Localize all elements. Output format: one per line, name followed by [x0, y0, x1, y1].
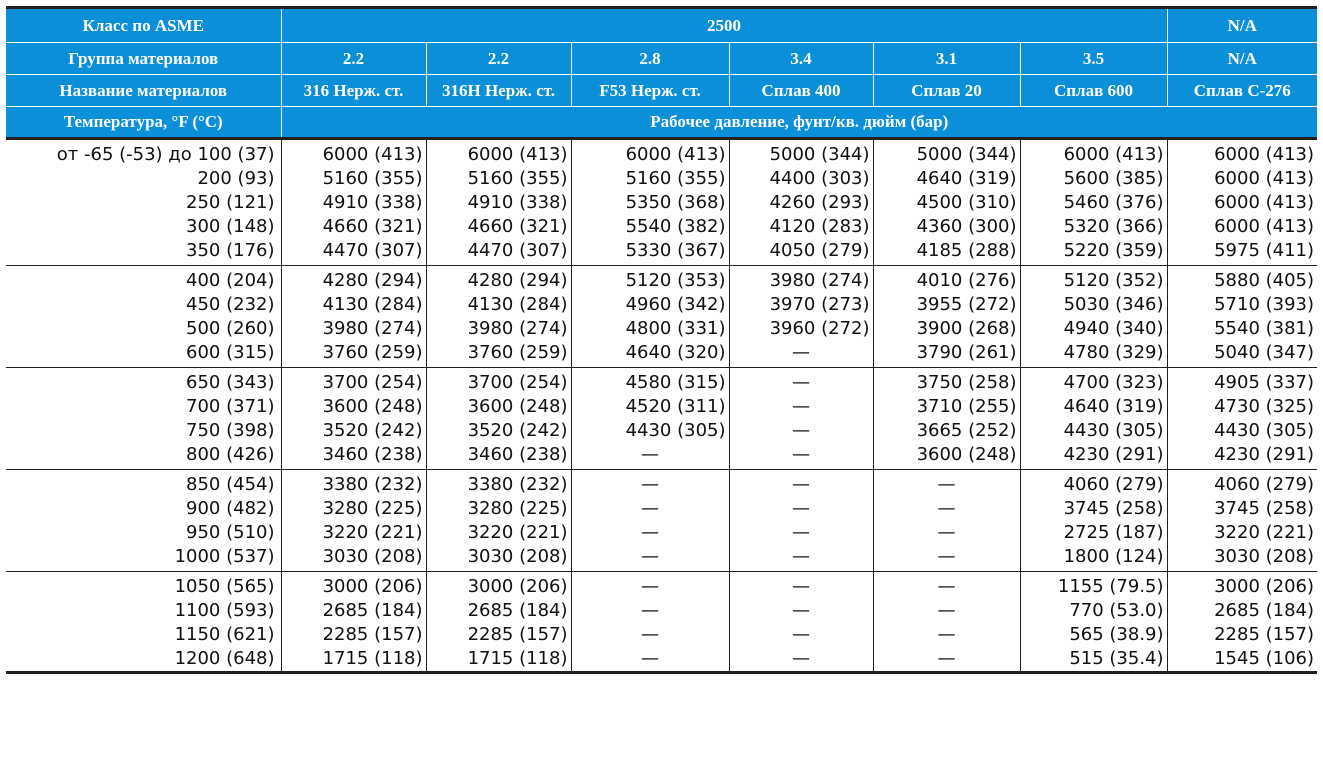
- pressure-value-cell: 5600 (385): [1020, 167, 1167, 191]
- pressure-value-cell: 3520 (242): [281, 419, 426, 443]
- material-name-cell: Сплав 600: [1020, 75, 1167, 107]
- material-group-cell: 2.2: [281, 43, 426, 75]
- material-group-cell: 2.2: [426, 43, 571, 75]
- pressure-value-cell: 3520 (242): [426, 419, 571, 443]
- table-row: [6, 599, 1317, 623]
- table-row: [6, 497, 1317, 521]
- table-row: [6, 395, 1317, 419]
- pressure-value-cell: 4910 (338): [426, 191, 571, 215]
- pressure-value-cell: 4640 (320): [571, 341, 729, 368]
- table-row: [6, 215, 1317, 239]
- pressure-value-cell: 3745 (258): [1020, 497, 1167, 521]
- pressure-value-cell: 4940 (340): [1020, 317, 1167, 341]
- pressure-value-cell: 4800 (331): [571, 317, 729, 341]
- temperature-cell: 750 (398): [186, 420, 275, 441]
- pressure-value-cell: —: [873, 572, 1020, 600]
- pressure-value-cell: 770 (53.0): [1020, 599, 1167, 623]
- pressure-value-cell: 4050 (279): [729, 239, 873, 266]
- pressure-value-cell: —: [571, 572, 729, 600]
- pressure-value-cell: 3220 (221): [1167, 521, 1317, 545]
- pressure-value-cell: 4910 (338): [281, 191, 426, 215]
- pressure-value-cell: 6000 (413): [1167, 139, 1317, 168]
- pressure-value-cell: 1715 (118): [281, 647, 426, 673]
- pressure-value-cell: —: [873, 470, 1020, 498]
- pressure-value-cell: 4400 (303): [729, 167, 873, 191]
- material-group-cell: 3.5: [1020, 43, 1167, 75]
- pressure-value-cell: 3380 (232): [426, 470, 571, 498]
- pressure-value-cell: —: [873, 545, 1020, 572]
- material-name-cell: F53 Нерж. ст.: [571, 75, 729, 107]
- temperature-cell: 850 (454): [186, 474, 275, 495]
- pressure-value-cell: 5120 (352): [1020, 266, 1167, 294]
- pressure-value-cell: 3750 (258): [873, 368, 1020, 396]
- table-row: [6, 191, 1317, 215]
- pressure-value-cell: 4660 (321): [426, 215, 571, 239]
- pressure-value-cell: 3460 (238): [426, 443, 571, 470]
- pressure-value-cell: 5540 (381): [1167, 317, 1317, 341]
- pressure-value-cell: —: [729, 368, 873, 396]
- pressure-value-cell: —: [729, 599, 873, 623]
- header-row-temperature: [6, 107, 1317, 139]
- pressure-value-cell: 4905 (337): [1167, 368, 1317, 396]
- pressure-value-cell: 3280 (225): [426, 497, 571, 521]
- pressure-value-cell: 4280 (294): [281, 266, 426, 294]
- pressure-value-cell: 4660 (321): [281, 215, 426, 239]
- pressure-value-cell: 5460 (376): [1020, 191, 1167, 215]
- pressure-value-cell: 5330 (367): [571, 239, 729, 266]
- pressure-value-cell: 3380 (232): [281, 470, 426, 498]
- pressure-value-cell: 1545 (106): [1167, 647, 1317, 673]
- pressure-value-cell: 3000 (206): [281, 572, 426, 600]
- pressure-value-cell: 5160 (355): [571, 167, 729, 191]
- pressure-value-cell: —: [873, 599, 1020, 623]
- material-name-label: Название материалов: [6, 75, 281, 107]
- pressure-value-cell: 4230 (291): [1020, 443, 1167, 470]
- pressure-value-cell: 3000 (206): [426, 572, 571, 600]
- table-row: [6, 419, 1317, 443]
- table-row: [6, 368, 1317, 396]
- temperature-cell: от -65 (-53) до 100 (37): [56, 144, 275, 165]
- table-row: [6, 647, 1317, 673]
- pressure-value-cell: 4640 (319): [1020, 395, 1167, 419]
- temperature-cell: 1000 (537): [6, 545, 281, 572]
- pressure-value-cell: 3745 (258): [1167, 497, 1317, 521]
- material-group-label: Группа материалов: [6, 43, 281, 75]
- pressure-value-cell: —: [729, 545, 873, 572]
- table-row: [6, 470, 1317, 498]
- pressure-value-cell: 4130 (284): [426, 293, 571, 317]
- pressure-value-cell: 4640 (319): [873, 167, 1020, 191]
- pressure-value-cell: 4120 (283): [729, 215, 873, 239]
- table-row: [6, 317, 1317, 341]
- pressure-value-cell: 2685 (184): [426, 599, 571, 623]
- pressure-value-cell: —: [571, 647, 729, 673]
- pressure-value-cell: —: [571, 521, 729, 545]
- pressure-value-cell: 3955 (272): [873, 293, 1020, 317]
- pressure-value-cell: 3665 (252): [873, 419, 1020, 443]
- pressure-rating-table: [6, 6, 1317, 674]
- pressure-value-cell: 5040 (347): [1167, 341, 1317, 368]
- pressure-value-cell: 5710 (393): [1167, 293, 1317, 317]
- pressure-value-cell: 4430 (305): [1167, 419, 1317, 443]
- pressure-value-cell: 4960 (342): [571, 293, 729, 317]
- pressure-value-cell: 4010 (276): [873, 266, 1020, 294]
- pressure-value-cell: 3700 (254): [281, 368, 426, 396]
- pressure-value-cell: —: [729, 521, 873, 545]
- working-pressure-label: Рабочее давление, фунт/кв. дюйм (бар): [281, 107, 1317, 139]
- pressure-value-cell: —: [729, 395, 873, 419]
- asme-class-na: N/A: [1167, 8, 1317, 43]
- pressure-value-cell: 4185 (288): [873, 239, 1020, 266]
- pressure-value-cell: 5120 (353): [571, 266, 729, 294]
- temperature-cell: 600 (315): [6, 341, 281, 368]
- pressure-value-cell: 565 (38.9): [1020, 623, 1167, 647]
- pressure-value-cell: 5540 (382): [571, 215, 729, 239]
- pressure-value-cell: 3000 (206): [1167, 572, 1317, 600]
- temperature-cell: 800 (426): [6, 443, 281, 470]
- temperature-cell: 900 (482): [186, 498, 275, 519]
- pressure-value-cell: 4360 (300): [873, 215, 1020, 239]
- pressure-value-cell: 4260 (293): [729, 191, 873, 215]
- pressure-value-cell: 5320 (366): [1020, 215, 1167, 239]
- pressure-value-cell: 4060 (279): [1167, 470, 1317, 498]
- pressure-value-cell: —: [571, 443, 729, 470]
- pressure-value-cell: 1715 (118): [426, 647, 571, 673]
- pressure-value-cell: —: [873, 623, 1020, 647]
- table-row: [6, 266, 1317, 294]
- pressure-value-cell: 4060 (279): [1020, 470, 1167, 498]
- pressure-value-cell: 5975 (411): [1167, 239, 1317, 266]
- table-row: [6, 545, 1317, 572]
- pressure-value-cell: 3980 (274): [281, 317, 426, 341]
- header-row-material-group: [6, 43, 1317, 75]
- temperature-cell: 1050 (565): [174, 576, 275, 597]
- pressure-value-cell: 6000 (413): [1167, 191, 1317, 215]
- pressure-value-cell: 2285 (157): [281, 623, 426, 647]
- table-row: [6, 623, 1317, 647]
- material-name-cell: Сплав 400: [729, 75, 873, 107]
- material-name-cell: 316 Нерж. ст.: [281, 75, 426, 107]
- header-row-asme-class: [6, 8, 1317, 43]
- pressure-value-cell: 4230 (291): [1167, 443, 1317, 470]
- pressure-value-cell: —: [571, 497, 729, 521]
- pressure-value-cell: 5220 (359): [1020, 239, 1167, 266]
- pressure-value-cell: —: [873, 647, 1020, 673]
- pressure-value-cell: —: [729, 419, 873, 443]
- temperature-cell: 1100 (593): [174, 600, 275, 621]
- pressure-value-cell: 2285 (157): [426, 623, 571, 647]
- pressure-value-cell: 3030 (208): [1167, 545, 1317, 572]
- pressure-value-cell: 3790 (261): [873, 341, 1020, 368]
- pressure-value-cell: 3030 (208): [426, 545, 571, 572]
- asme-class-label: Класс по ASME: [6, 8, 281, 43]
- pressure-value-cell: 6000 (413): [426, 139, 571, 168]
- pressure-value-cell: 4500 (310): [873, 191, 1020, 215]
- temperature-cell: 400 (204): [186, 270, 275, 291]
- pressure-value-cell: 2685 (184): [1167, 599, 1317, 623]
- pressure-value-cell: —: [729, 497, 873, 521]
- pressure-value-cell: 2285 (157): [1167, 623, 1317, 647]
- table-row: [6, 572, 1317, 600]
- pressure-value-cell: 3980 (274): [729, 266, 873, 294]
- pressure-value-cell: —: [571, 599, 729, 623]
- pressure-value-cell: 6000 (413): [1020, 139, 1167, 168]
- material-group-cell: 3.1: [873, 43, 1020, 75]
- pressure-value-cell: 3460 (238): [281, 443, 426, 470]
- pressure-value-cell: 6000 (413): [281, 139, 426, 168]
- pressure-value-cell: —: [571, 545, 729, 572]
- pressure-value-cell: 3980 (274): [426, 317, 571, 341]
- temperature-cell: 650 (343): [186, 372, 275, 393]
- pressure-value-cell: 4470 (307): [426, 239, 571, 266]
- pressure-value-cell: —: [873, 497, 1020, 521]
- temperature-cell: 950 (510): [186, 522, 275, 543]
- table-row: [6, 521, 1317, 545]
- pressure-value-cell: —: [571, 623, 729, 647]
- temperature-cell: 500 (260): [186, 318, 275, 339]
- pressure-value-cell: 515 (35.4): [1020, 647, 1167, 673]
- pressure-value-cell: —: [729, 341, 873, 368]
- pressure-value-cell: 3600 (248): [426, 395, 571, 419]
- pressure-value-cell: —: [729, 623, 873, 647]
- pressure-value-cell: 3220 (221): [281, 521, 426, 545]
- material-name-cell: Сплав C-276: [1167, 75, 1317, 107]
- pressure-value-cell: 2685 (184): [281, 599, 426, 623]
- table-row: [6, 443, 1317, 470]
- pressure-value-cell: 3710 (255): [873, 395, 1020, 419]
- table-header: [6, 8, 1317, 139]
- pressure-value-cell: 6000 (413): [1167, 167, 1317, 191]
- pressure-value-cell: 4730 (325): [1167, 395, 1317, 419]
- material-group-cell: 3.4: [729, 43, 873, 75]
- pressure-value-cell: 3220 (221): [426, 521, 571, 545]
- material-name-cell: Сплав 20: [873, 75, 1020, 107]
- table-row: [6, 239, 1317, 266]
- temperature-cell: 1200 (648): [6, 647, 281, 673]
- pressure-table-container: [6, 6, 1317, 674]
- table-row: [6, 341, 1317, 368]
- pressure-value-cell: 4780 (329): [1020, 341, 1167, 368]
- pressure-value-cell: 6000 (413): [1167, 215, 1317, 239]
- pressure-value-cell: 3030 (208): [281, 545, 426, 572]
- table-row: [6, 293, 1317, 317]
- temperature-cell: 200 (93): [197, 168, 275, 189]
- pressure-value-cell: 5000 (344): [873, 139, 1020, 168]
- table-row: [6, 139, 1317, 168]
- pressure-value-cell: 3700 (254): [426, 368, 571, 396]
- pressure-value-cell: 1800 (124): [1020, 545, 1167, 572]
- temperature-cell: 1150 (621): [174, 624, 275, 645]
- pressure-value-cell: 3600 (248): [281, 395, 426, 419]
- asme-class-value: 2500: [281, 8, 1167, 43]
- pressure-value-cell: —: [729, 470, 873, 498]
- pressure-value-cell: 3600 (248): [873, 443, 1020, 470]
- pressure-value-cell: 4280 (294): [426, 266, 571, 294]
- header-row-material-name: [6, 75, 1317, 107]
- material-name-cell: 316H Нерж. ст.: [426, 75, 571, 107]
- temperature-cell: 450 (232): [186, 294, 275, 315]
- pressure-value-cell: 6000 (413): [571, 139, 729, 168]
- temperature-cell: 300 (148): [186, 216, 275, 237]
- pressure-value-cell: —: [873, 521, 1020, 545]
- temperature-label: Температура, °F (°C): [6, 107, 281, 139]
- material-group-cell: N/A: [1167, 43, 1317, 75]
- pressure-value-cell: 5000 (344): [729, 139, 873, 168]
- temperature-cell: 700 (371): [186, 396, 275, 417]
- pressure-value-cell: 3760 (259): [281, 341, 426, 368]
- temperature-cell: 250 (121): [186, 192, 275, 213]
- pressure-value-cell: 4580 (315): [571, 368, 729, 396]
- temperature-cell: 350 (176): [6, 239, 281, 266]
- pressure-value-cell: 2725 (187): [1020, 521, 1167, 545]
- table-row: [6, 167, 1317, 191]
- pressure-value-cell: 5160 (355): [426, 167, 571, 191]
- pressure-value-cell: 4470 (307): [281, 239, 426, 266]
- pressure-value-cell: 3760 (259): [426, 341, 571, 368]
- pressure-value-cell: —: [729, 443, 873, 470]
- pressure-value-cell: 3900 (268): [873, 317, 1020, 341]
- pressure-value-cell: 4520 (311): [571, 395, 729, 419]
- pressure-value-cell: 4700 (323): [1020, 368, 1167, 396]
- pressure-value-cell: 3280 (225): [281, 497, 426, 521]
- pressure-value-cell: 5030 (346): [1020, 293, 1167, 317]
- pressure-value-cell: 4430 (305): [1020, 419, 1167, 443]
- pressure-value-cell: 5880 (405): [1167, 266, 1317, 294]
- pressure-value-cell: 3970 (273): [729, 293, 873, 317]
- pressure-value-cell: 5350 (368): [571, 191, 729, 215]
- material-group-cell: 2.8: [571, 43, 729, 75]
- table-body: [6, 139, 1317, 673]
- pressure-value-cell: 4430 (305): [571, 419, 729, 443]
- pressure-value-cell: 3960 (272): [729, 317, 873, 341]
- pressure-value-cell: —: [729, 572, 873, 600]
- pressure-value-cell: 1155 (79.5): [1020, 572, 1167, 600]
- pressure-value-cell: —: [729, 647, 873, 673]
- pressure-value-cell: 5160 (355): [281, 167, 426, 191]
- pressure-value-cell: 4130 (284): [281, 293, 426, 317]
- pressure-value-cell: —: [571, 470, 729, 498]
